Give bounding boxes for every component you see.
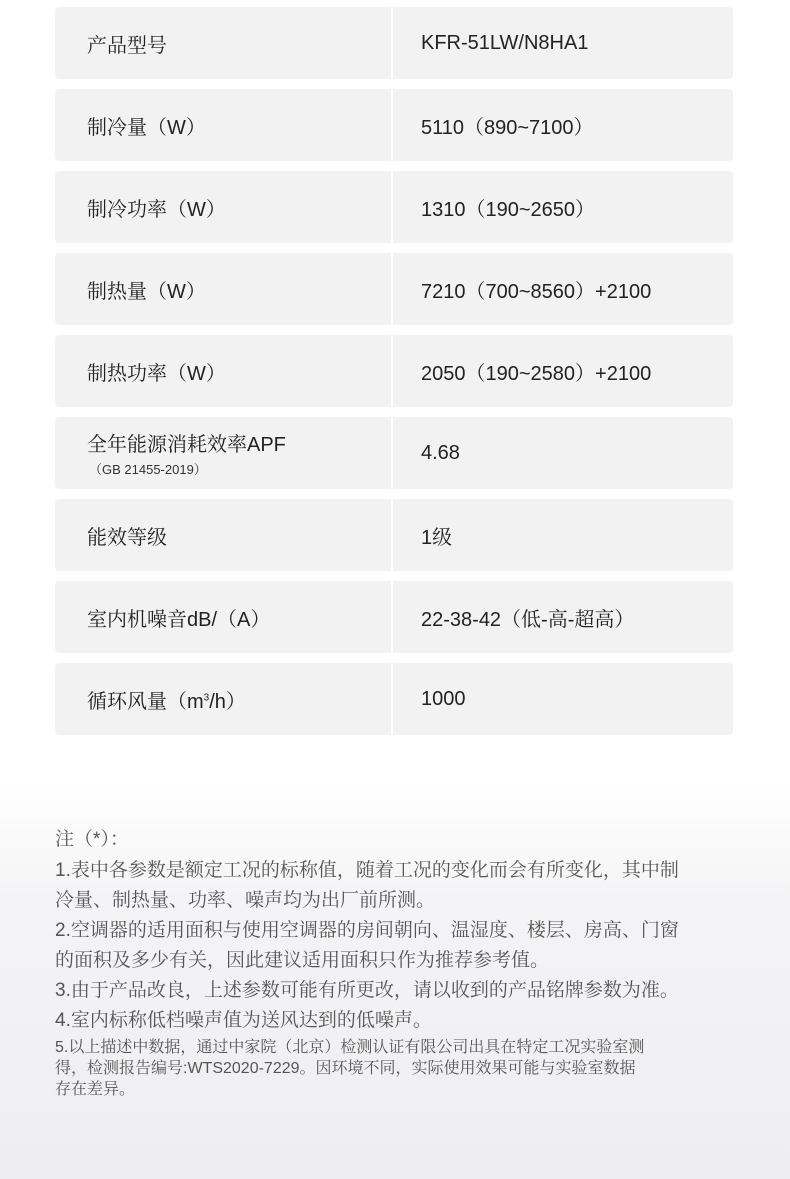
- spec-label-superscript: 3: [203, 691, 210, 703]
- spec-label-suffix: /h）: [209, 690, 246, 713]
- note-line: 的面积及多少有关，因此建议适用面积只作为推荐参考值。: [55, 950, 550, 971]
- spec-label-text: [87, 685, 391, 714]
- spec-label-text: 制热量（W）: [87, 280, 206, 303]
- spec-value: KFR-51LW/N8HA1: [421, 31, 589, 54]
- spec-row-apf: [55, 417, 733, 489]
- spec-label: [55, 171, 393, 243]
- note-line: 2.空调器的适用面积与使用空调器的房间朝向、温湿度、楼层、房高、门窗: [55, 920, 679, 941]
- note-line: 3.由于产品改良，上述参数可能有所更改，请以收到的产品铭牌参数为准。: [55, 980, 679, 1001]
- spec-label-text: 制冷量（W）: [87, 116, 206, 139]
- spec-value: 22-38-42（低-高-超高）: [421, 608, 635, 631]
- notes-section: [55, 826, 735, 1099]
- spec-value: 2050（190~2580）+2100: [421, 362, 652, 385]
- spec-value: 1级: [421, 526, 453, 549]
- spec-value: 7210（700~8560）+2100: [421, 280, 652, 303]
- spec-label: [55, 89, 393, 161]
- note-line: 冷量、制热量、功率、噪声均为出厂前所测。: [55, 890, 436, 911]
- spec-row-indoor-noise: [55, 581, 733, 653]
- note-small-line: 5.以上描述中数据，通过中家院（北京）检测认证有限公司出具在特定工况实验室测: [55, 1039, 645, 1056]
- spec-row-heating-capacity: [55, 253, 733, 325]
- spec-label-text: 能效等级: [87, 526, 167, 549]
- spec-label-prefix: 循环风量（m: [87, 690, 204, 713]
- spec-value: 1310（190~2650）: [421, 198, 596, 221]
- spec-label-text: 室内机噪音dB/（A）: [87, 608, 271, 631]
- note-small-line: 得，检测报告编号:WTS2020-7229。因环境不同，实际使用效果可能与实验室数据: [55, 1060, 636, 1077]
- spec-label: [55, 417, 393, 489]
- spec-label-text: 制热功率（W）: [87, 362, 226, 385]
- spec-sublabel: （GB 21455-2019）: [89, 462, 207, 477]
- spec-value: 5110（890~7100）: [421, 116, 594, 139]
- spec-row-cooling-power: [55, 171, 733, 243]
- note-line: 1.表中各参数是额定工况的标称值，随着工况的变化而会有所变化，其中制: [55, 860, 679, 881]
- spec-row-airflow: [55, 663, 733, 735]
- spec-label: [55, 253, 393, 325]
- spec-value: 1000: [421, 687, 466, 710]
- spec-row-energy-grade: [55, 499, 733, 571]
- spec-label: [55, 7, 393, 79]
- spec-table: [55, 7, 733, 735]
- notes-title: 注（*）：: [55, 829, 129, 850]
- spec-label: [55, 499, 393, 571]
- spec-label: [55, 581, 393, 653]
- spec-label: [55, 335, 393, 407]
- spec-label-text: 全年能源消耗效率APF: [87, 434, 286, 456]
- spec-label: [55, 663, 393, 735]
- spec-row-heating-power: [55, 335, 733, 407]
- note-small-line: 存在差异。: [55, 1081, 136, 1098]
- note-line: 4.室内标称低档噪声值为送风达到的低噪声。: [55, 1010, 432, 1031]
- spec-label-text: 产品型号: [87, 34, 167, 57]
- spec-value: 4.68: [421, 441, 460, 464]
- spec-row-model: [55, 7, 733, 79]
- spec-label-text: 制冷功率（W）: [87, 198, 226, 221]
- spec-row-cooling-capacity: [55, 89, 733, 161]
